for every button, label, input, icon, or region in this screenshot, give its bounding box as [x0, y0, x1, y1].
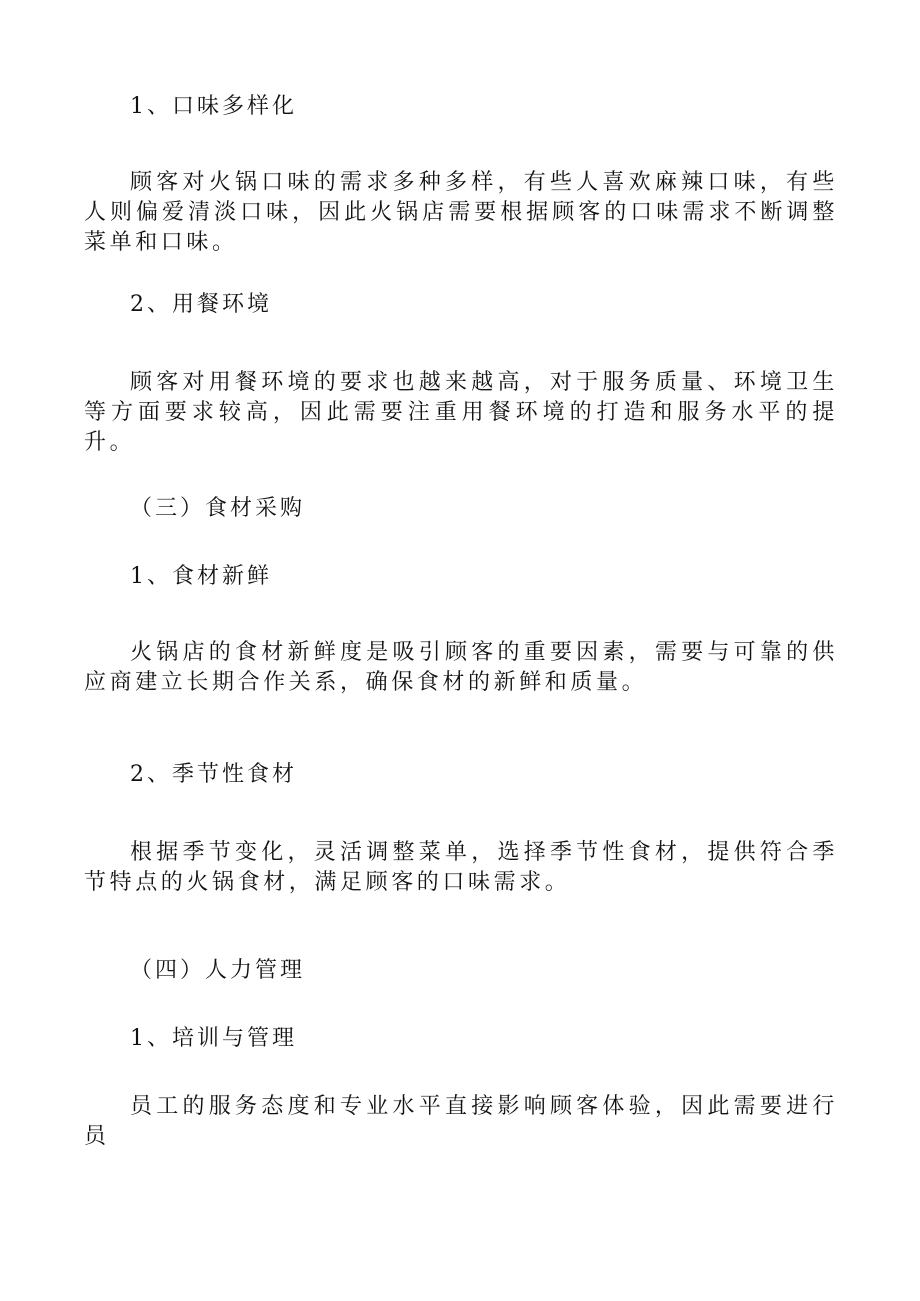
section-heading-human-resources: （四）人力管理 [130, 958, 306, 983]
paragraph-fresh-ingredients: 火锅店的食材新鲜度是吸引顾客的重要因素，需要与可靠的供应商建立长期合作关系，确保食材的新鲜和质量。 [84, 640, 838, 695]
heading-flavor-diversity: 1、口味多样化 [130, 94, 297, 119]
heading-training-management: 1、培训与管理 [130, 1026, 297, 1051]
heading-fresh-ingredients: 1、食材新鲜 [130, 564, 272, 589]
paragraph-flavor-diversity: 顾客对火锅口味的需求多种多样，有些人喜欢麻辣口味，有些人则偏爱清淡口味，因此火锅店需要根据顾客的口味需求不断调整菜单和口味。 [84, 170, 838, 255]
heading-dining-environment: 2、用餐环境 [130, 292, 272, 317]
paragraph-dining-environment: 顾客对用餐环境的要求也越来越高，对于服务质量、环境卫生等方面要求较高，因此需要注重用餐环境的打造和服务水平的提升。 [84, 370, 838, 455]
paragraph-seasonal-ingredients: 根据季节变化，灵活调整菜单，选择季节性食材，提供符合季节特点的火锅食材，满足顾客的口味需求。 [84, 840, 838, 895]
paragraph-training-management: 员工的服务态度和专业水平直接影响顾客体验，因此需要进行员 [84, 1094, 838, 1149]
section-heading-ingredient-purchasing: （三）食材采购 [130, 496, 306, 521]
heading-seasonal-ingredients: 2、季节性食材 [130, 762, 297, 787]
